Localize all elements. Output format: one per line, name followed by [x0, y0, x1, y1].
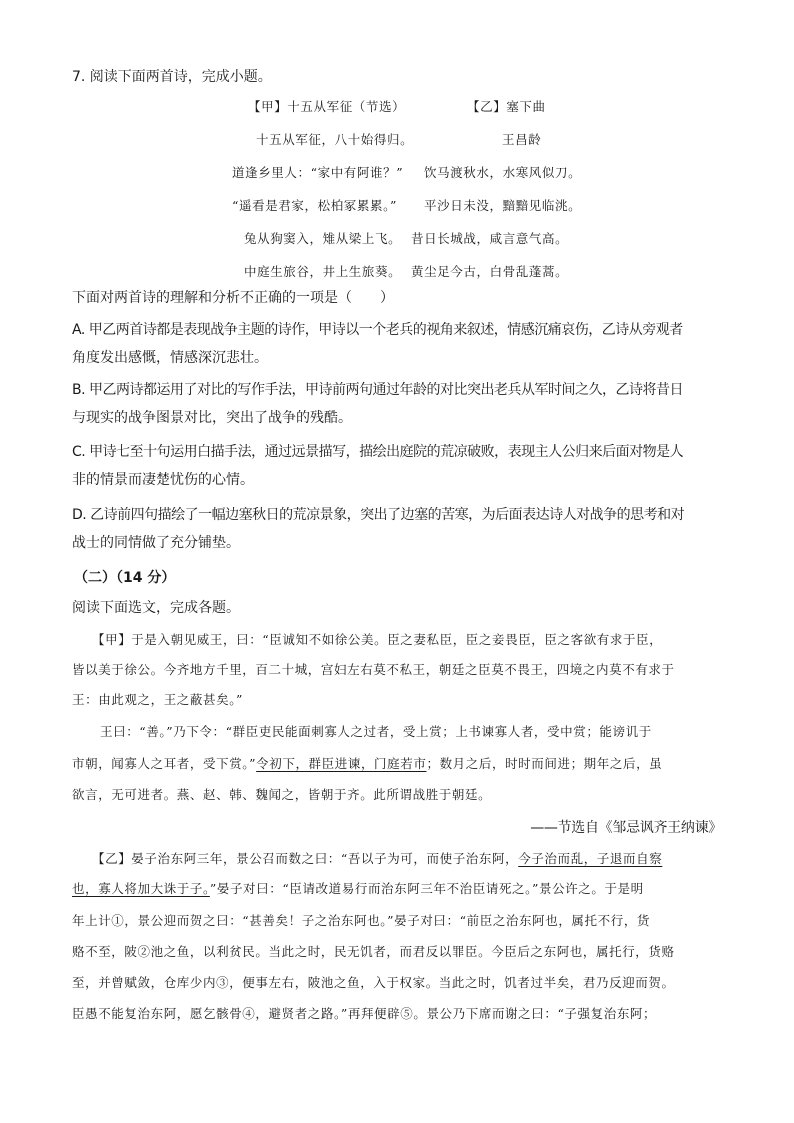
option-a-cont: 角度发出感慨，情感深沉悲壮。: [72, 350, 268, 366]
option-b: B. 甲乙两诗都运用了对比的写作手法，甲诗前两句通过年龄的对比突出老兵从军时间之久，乙诗将昔日: [72, 382, 684, 398]
passage-a-segment: 市朝，闻寡人之耳者，受下赏。”: [72, 756, 257, 771]
option-b-cont: 与现实的战争图景对比，突出了战争的残酷。: [72, 410, 352, 426]
passage-b-text: 赂不至，陂②池之鱼，以利贫民。当此之时，民无饥者，而君反以罪臣。今臣后之东阿也，属托行，货赂: [72, 944, 675, 959]
poem-a-line: “遥看是君家，松柏冢累累。”: [232, 198, 397, 213]
poem-b-author: 王昌龄: [502, 132, 542, 147]
poem-b-line: 昔日长城战，咸言意气高。: [411, 231, 569, 246]
passage-b-text: 至，并曾赋敛，仓库少内③，便事左右，陂池之鱼，入于权家。当此之时，饥者过半矣，君乃反迎而贺。: [72, 975, 675, 990]
option-d-cont: 战士的同情做了充分铺垫。: [72, 535, 240, 551]
passage-a-text: 皆以美于徐公。今齐地方千里，百二十城，宫妇左右莫不私王，朝廷之臣莫不畏王，四境之内莫不有求于: [72, 662, 675, 677]
poem-a-line: 十五从军征，八十始得归。: [256, 132, 414, 147]
underlined-sentence: 今子治而乱，子退而自察: [518, 851, 663, 866]
option-c: C. 甲诗七至十句运用白描手法，通过远景描写，描绘出庭院的荒凉破败，表现主人公归来后面对物是人: [72, 444, 684, 460]
passage-a-text: [72, 754, 722, 774]
question-7-prompt: 7. 阅读下面两首诗，完成小题。: [72, 69, 272, 85]
section-heading: （二）（14 分）: [74, 570, 176, 586]
passage-a-text: 欲言，无可进者。燕、赵、韩、魏闻之，皆朝于齐。此所谓战胜于朝廷。: [72, 787, 492, 802]
option-c-cont: 非的情景而凄楚忧伤的心情。: [72, 472, 254, 488]
passage-b-segment: 【乙】晏子治东阿三年，景公召而数之曰：“吾以子为可，而使子治东阿，: [92, 851, 519, 866]
passage-b-segment: ”晏子对曰：“臣请改道易行而治东阿三年不治臣请死之。”景公许之。于是明: [209, 881, 644, 896]
question-stem: 下面对两首诗的理解和分析不正确的一项是（ ）: [72, 290, 394, 306]
passage-a-text: 王：由此观之，王之蔽甚矣。”: [72, 692, 244, 707]
poem-b-line: 平沙日未没，黯黯见临洮。: [424, 198, 582, 213]
poem-a-line: 兔从狗窦入，雉从梁上飞。: [244, 231, 402, 246]
poem-b-line: 黄尘足今古，白骨乱蓬蒿。: [411, 264, 569, 279]
passage-b-text: [72, 879, 722, 899]
poem-b-title: 【乙】塞下曲: [467, 99, 546, 114]
poem-a-line: 道逢乡里人：“家中有阿谁？”: [232, 165, 404, 180]
passage-a-segment: ；数月之后，时时而间进；期年之后，虽: [426, 756, 663, 771]
passage-b-text: 臣愚不能复治东阿，愿乞骸骨④，避贤者之路。”再拜便辟⑤。景公乃下席而谢之曰：“子强复治东阿；: [72, 1006, 657, 1021]
option-d: D. 乙诗前四句描绘了一幅边塞秋日的荒凉景象，突出了边塞的苦寒，为后面表达诗人对战争的思考和对: [72, 507, 685, 523]
section-intro: 阅读下面选文，完成各题。: [72, 600, 240, 616]
poem-b-line: 饮马渡秋水，水寒风似刀。: [424, 165, 582, 180]
passage-a-text: 【甲】于是入朝见威王，曰：“臣诚知不如徐公美。臣之妻私臣，臣之妾畏臣，臣之客欲有求于臣，: [92, 632, 663, 647]
passage-b-text: [92, 849, 722, 869]
passage-b-text: 年上计①，景公迎而贺之曰：“甚善矣！子之治东阿也。”晏子对曰：“前臣之治东阿也，属托不行，货: [72, 913, 651, 928]
underlined-sentence: 令初下，群臣进谏，门庭若市: [256, 756, 427, 771]
poem-a-line: 中庭生旅谷，井上生旅葵。: [244, 264, 402, 279]
option-a: A. 甲乙两首诗都是表现战争主题的诗作，甲诗以一个老兵的视角来叙述，情感沉痛哀伤，乙诗从旁观者: [72, 322, 683, 338]
passage-a-text: 王曰：“善。”乃下令：“群臣吏民能面刺寡人之过者，受上赏；上书谏寡人者，受中赏；能谤讥于: [100, 724, 652, 739]
poem-a-title: 【甲】十五从军征（节选）: [248, 99, 406, 114]
passage-source: ——节选自《邹忌讽齐王纳谏》: [530, 820, 722, 836]
underlined-sentence: 也，寡人将加大诛于子。: [72, 881, 210, 896]
